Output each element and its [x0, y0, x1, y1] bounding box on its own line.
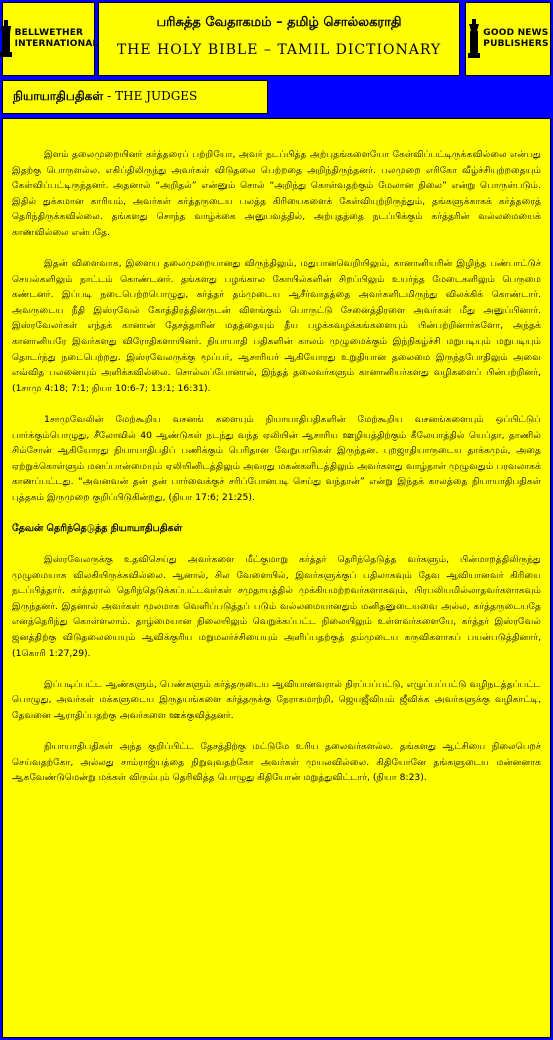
- subheading-chosen-judges: தேவன் தெரிந்தெடுத்த நியாயாதிபதிகள்: [12, 522, 183, 534]
- bell-tower-icon: [0, 20, 13, 58]
- paragraph-2: இதன் விளைவாக, இளைய தலைமுறையானது விருந்திலும், மதுபானவெறியிலும், கானானியரின் இழிந்த பண்பாட்டுச் செயல்களிலும் நாட்டம் கொண்டனர். தங்களது பழங்கால கோயில்களின் சிறப்பிலும் உயர்ந்த மேடைகளிலும் பெருமை கண்டனர். இப்படி நடைபெற்றபொழுது, கர்த்தர் தம்முடைய ஆசீர்வாதத்தை அவர்களிடமிருந்து விலக்கிக் கொண்டார். அவருடைய நீதி இஸ்ரவேல் கோத்திரத்தினருடன் விளங்கும் பொருட்டு சேனைத்திரளை அவர்கள் மீது அனுப்பினார். இஸ்ரவேலர்கள் எந்தக் கானான் தேசத்தாரின் மதத்தையும் தீய பழக்கவழக்கங்களையும் பின்பற்றினார்களோ, அந்தக் கானானியரே இவர்களது விரோதிகளாயினர். நியாயாதி பதிகளின் காலம் முழுமைக்கும் இந்நிகழ்ச்சி மறுபடியும் மறுபடியும் தொடர்ந்து நடைபெற்றது. இஸ்ரவேலருக்கு மூப்பர், ஆசாரியர் ஆகியோரது உறுதியான தலைமை இருந்தபோதிலும் அவை எவ்வித பலனையும் அளிக்கவில்லை. சொல்லப்போனால், இந்தத் தலைவர்களும் கானானியர்களது வழிகளைப் பின்பற்றினர், (1சாமு 4:18; 7:1; நியா 10:6-7; 13:1; 16:31).: [12, 258, 541, 394]
- section-heading-english: THE JUDGES: [115, 89, 198, 103]
- section-heading-tamil: நியாயாதிபதிகள்: [13, 89, 104, 103]
- title-tamil: பரிசுத்த வேதாகமம் – தமிழ் சொல்லகராதி: [156, 15, 402, 30]
- paragraph-6: நியாயாதிபதிகள் அந்த குறிப்பிட்ட தேசத்திற்கு மட்டுமே உரிய தலைவர்களல்ல. தங்களது ஆட்சியை நிலைபெறச் செய்வதற்கோ, அல்லது சாம்ராஜ்யத்தை நிறுவுவதற்கோ அவர்கள் முயலவில்லை. கிதியோனே தங்களுடைய மன்னனாக ஆகவேண்டுமென்று மக்கள் விரும்பும் தெரிவித்த பொழுது கிதியோன் மறுத்துவிட்டார், (நியா 8:23).: [12, 741, 541, 784]
- paragraph-4: இஸ்ரவேலருக்கு உதவிசெய்து அவர்களை மீட்குமாறு கர்த்தர் தெரிந்தெடுத்த வர்களும், பின்மாறத்திலிருந்து முழுமையாக விலகியிருக்கவில்லை. ஆனால், சில வேளையில், இவர்களுக்குப் பதிலாகவும் தேவ ஆவியானவர் கிரியை நடப்பித்தார். கர்த்தரால் தெரிந்தெடுக்கப்பட்டவர்கள் சமுதாயத்தில் முக்கியமற்றவர்களாகவும், பிரபலியமில்லாதவர்களாகவும் இருந்தனர். இதனால் அவர்கள் மூலமாக வெளிப்படுத்தப் படும் வல்லமையானதும் மனிதனுடையவை அல்ல, கர்த்தருடையதே எனத்தெரிந்து கொள்ளலாம். தாழ்மையான நிலையிலும் வெறுக்கப்பட்ட நிலையிலும் உள்ளவர்களையே, கர்த்தர் இஸ்ரவேல் ஜனத்திற்கு விடுதலையையும் ஆவிக்குரிய மறுமலர்ச்சியையும் அளிப்பதற்குத் தம்முடைய கருவிகளாகப் பயன்படுத்தினார், (1கொரி 1:27,29).: [12, 554, 541, 659]
- paragraph-1: இளம் தலைமுறையினர் கர்த்தரைப் பற்றியோ, அவர் நடப்பித்த அற்புதங்களையோ கேள்விப்பட்டிருக்கவில்லை என்பது இதற்கு பொருளல்ல. எகிப்திலிருந்து அவர்கள் விடுதலை பெற்றதை அறிந்திருந்தனர். பலமுறை எரிகோ வீழ்ச்சியுற்றதையும் கேள்விப்பட்டிருந்தனர். அதனால் “அறிதல்” என்னும் சொல் “அறிந்து கொள்வதற்கும் மேலான நிலை” என்று பொருள்படும். இதில் துக்கமான காரியம், அவர்கள் கர்த்தருடைய பலத்த கிரியைகளைக் கேள்வியுற்றிருந்தும், தங்களுக்காகக் கர்த்தரைத் தெரிந்திருக்கவில்லை. தங்களது சொந்த வாழ்க்கை அனுபவத்தில், அற்புதத்தை நடப்பிக்கும் கர்த்தரின் வல்லமையைக் காணவில்லை என்பதே.: [12, 149, 541, 238]
- content-panel: [2, 118, 551, 1038]
- good-news-logo: [465, 2, 551, 76]
- page-title-box: [98, 2, 460, 76]
- good-news-tower-icon: [467, 19, 481, 59]
- bellwether-logo: [2, 2, 99, 76]
- good-news-logo-line1: GOOD NEWS: [483, 28, 549, 38]
- bellwether-logo-line2: INTERNATIONAL: [14, 39, 99, 49]
- good-news-logo-line2: PUBLISHERS: [483, 39, 549, 49]
- title-english: THE HOLY BIBLE – TAMIL DICTIONARY: [116, 42, 442, 58]
- section-heading-separator: -: [103, 89, 116, 103]
- section-heading: [2, 80, 268, 114]
- paragraph-3: 1சாமுவேலின் மேற்கூறிய வசனங் களையும் நியாயாதிபதிகளின் மேற்கூறிய வசனங்களையும் ஒப்பிட்டுப் பார்க்கும்பொழுது, சீலோவில் 40 ஆண்டுகள் நடந்து வந்த ஏலியின் ஆசாரிய ஊழியத்திற்கும் கீலேயாத்தில் யெப்தா, தாணில் சிம்சோன் ஆகியோரது நியாயாதிபதிப் பணிக்கும் பெரிதான வேறுபாடுகள் இருந்தன. புறஜாதியாருடைய தாக்கமும், அதை ஏற்றுக்கொள்ளும் மனப்பான்மையும் ஏலியினிடத்திலும் அவரது மகன்களிடத்திலும் அவர்களது வாழ்நாள் முழுவதும் பரவலாகக் காணப்பட்டது. “அவனவன் தன் தன் பார்வைக்குச் சரிப்போனபடி செய்து வந்தான்” என்று இந்தக் காலத்தை நியாயாதிபதிகள் புத்தகம் இருமுறை குறிப்பிடுகின்றது, (நியா 17:6; 21:25).: [12, 413, 541, 503]
- bellwether-logo-line1: BELLWETHER: [14, 28, 84, 38]
- paragraph-5: இப்படிப்பட்ட ஆண்களும், பெண்களும் கர்த்தருடைய ஆவியானவரால் நிரப்பப்பட்டு, எழுப்பப்பட்டு வழிநடத்தப்பட்ட பொழுது, அவர்கள் மக்களுடைய இருதயங்களை கர்த்தருக்கு நேராகமாற்றி, ஜெயஜீவியம் ஜீவிக்க அவர்களுக்கு வழிகாட்டி, தேவனை ஆராதிப்பதற்கு அவர்களை ஊக்குவித்தனர்.: [12, 678, 541, 721]
